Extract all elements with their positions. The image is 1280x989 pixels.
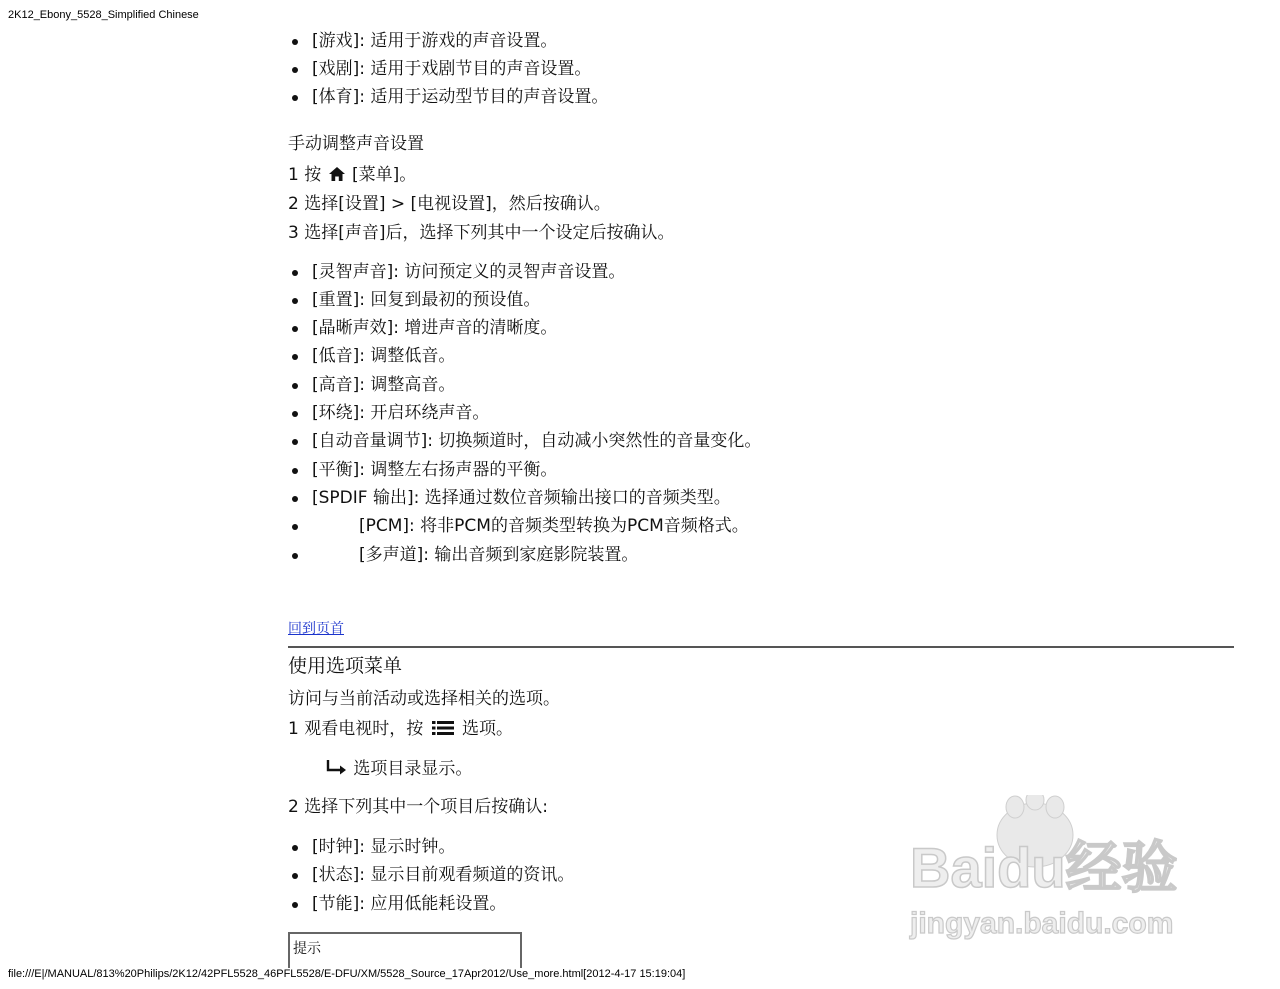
section-title: 使用选项菜单 [288,655,403,677]
list-item: [状态]: 显示目前观看频道的资讯。 [312,864,574,886]
bullet-dot [292,845,298,851]
list-item: [灵智声音]: 访问预定义的灵智声音设置。 [312,261,625,283]
bullet-dot [292,411,298,417]
step-3: 3 选择[声音]后，选择下列其中一个设定后按确认。 [288,223,675,243]
list-item: [多声道]: 输出音频到家庭影院装置。 [312,544,638,566]
home-icon [329,167,345,181]
bullet-dot [292,902,298,908]
bullet-dot [292,873,298,879]
bullet-dot [292,270,298,276]
bullet-dot [292,95,298,101]
list-item: [游戏]: 适用于游戏的声音设置。 [312,30,557,52]
step-1: 1 按 [菜单]。 [288,165,417,185]
tip-box [288,932,522,968]
bullet-dot [292,326,298,332]
list-item: [重置]: 回复到最初的预设值。 [312,289,540,311]
section-divider [288,646,1234,648]
list-item: [高音]: 调整高音。 [312,374,455,396]
list-item: [平衡]: 调整左右扬声器的平衡。 [312,459,557,481]
list-item: [SPDIF 输出]: 选择通过数位音频输出接口的音频类型。 [312,487,731,509]
bullet-dot [292,439,298,445]
list-item: [戏剧]: 适用于戏剧节目的声音设置。 [312,58,591,80]
result-line: 选项目录显示。 [326,758,472,780]
bullet-dot [292,524,298,530]
bullet-dot [292,67,298,73]
bullet-dot [292,354,298,360]
bullet-dot [292,468,298,474]
bullet-dot [292,298,298,304]
baidu-watermark-logo [905,795,1205,945]
step-1: 1 观看电视时，按 选项。 [288,719,514,739]
bullet-dot [292,553,298,559]
list-item: [节能]: 应用低能耗设置。 [312,893,506,915]
step-2: 2 选择[设置] > [电视设置]，然后按确认。 [288,194,611,214]
list-item: [环绕]: 开启环绕声音。 [312,402,489,424]
list-item: [低音]: 调整低音。 [312,345,455,367]
list-item: [自动音量调节]: 切换频道时，自动减小突然性的音量变化。 [312,430,761,452]
arrow-icon [326,760,348,776]
tip-label: 提示 [293,941,321,957]
page-footer: file:///E|/MANUAL/813%20Philips/2K12/42PFL5528_46PFL5528/E-DFU/XM/5528_Source_17Apr2012/Use_more.html[2012-4-17 15:19:04] [8,968,686,980]
options-icon [432,720,454,736]
back-to-top-link[interactable]: 回到页首 [288,621,344,637]
list-item: [晶晰声效]: 增进声音的清晰度。 [312,317,557,339]
bullet-dot [292,383,298,389]
list-item: [体育]: 适用于运动型节目的声音设置。 [312,86,608,108]
section-heading: 手动调整声音设置 [288,134,424,154]
section-intro: 访问与当前活动或选择相关的选项。 [288,689,560,709]
watermark-brand: Baidu经验 [910,836,1178,899]
step-2: 2 选择下列其中一个项目后按确认: [288,797,548,817]
list-item: [PCM]: 将非PCM的音频类型转换为PCM音频格式。 [312,515,749,537]
list-item: [时钟]: 显示时钟。 [312,836,455,858]
bullet-dot [292,496,298,502]
watermark-url: jingyan.baidu.com [910,907,1174,940]
bullet-dot [292,39,298,45]
page-header: 2K12_Ebony_5528_Simplified Chinese [8,9,199,21]
